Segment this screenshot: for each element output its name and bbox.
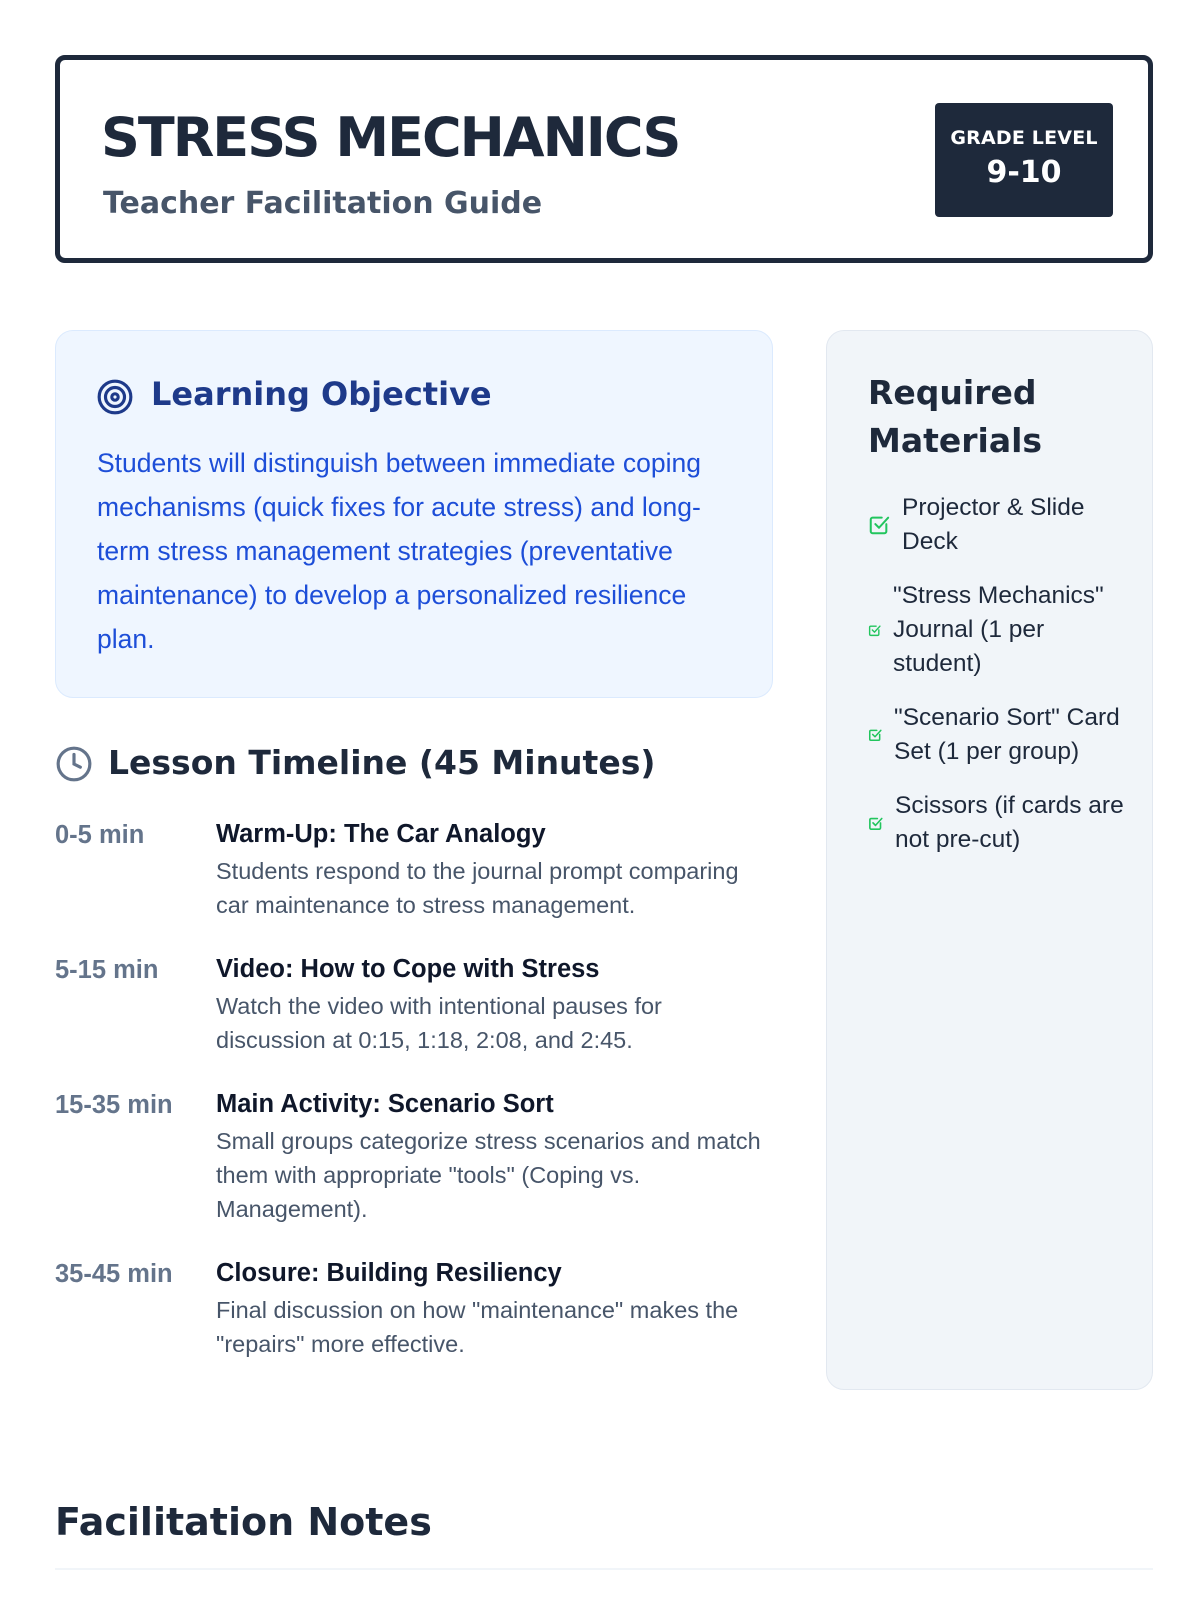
timeline-activity: Warm-Up: The Car Analogy (216, 820, 546, 848)
grade-level-label: GRADE LEVEL (950, 127, 1098, 149)
timeline-description: Watch the video with intentional pauses for discussion at 0:15, 1:18, 2:08, and 2:45. (216, 993, 662, 1053)
material-item-label: "Stress Mechanics" Journal (1 per student) (893, 582, 1104, 677)
timeline-item (55, 1087, 775, 1226)
timeline-item (55, 1256, 775, 1361)
lesson-timeline-heading: Lesson Timeline (45 Minutes) (108, 743, 656, 782)
section-divider (55, 1568, 1153, 1570)
required-materials-card (826, 330, 1153, 1390)
material-item-label: Scissors (if cards are not pre-cut) (895, 792, 1124, 853)
learning-objective-heading: Learning Objective (151, 375, 492, 413)
timeline-time: 0-5 min (55, 821, 145, 849)
lesson-timeline (55, 817, 775, 1391)
page-title: STRESS MECHANICS (101, 106, 680, 169)
checkbox-icon (868, 624, 881, 637)
timeline-description: Final discussion on how "maintenance" makes the "repairs" more effective. (216, 1297, 739, 1357)
timeline-time: 35-45 min (55, 1260, 173, 1288)
required-materials-heading: Required Materials (868, 373, 1043, 460)
timeline-item (55, 952, 775, 1057)
checkbox-icon (868, 816, 883, 831)
materials-list (868, 491, 1126, 877)
timeline-activity: Video: How to Cope with Stress (216, 955, 600, 983)
timeline-description: Students respond to the journal prompt comparing car maintenance to stress management. (216, 858, 739, 918)
checkbox-icon (868, 514, 890, 536)
clock-icon (55, 745, 93, 783)
timeline-item (55, 817, 775, 922)
facilitation-notes-heading: Facilitation Notes (55, 1500, 432, 1544)
checkbox-icon (868, 728, 882, 742)
material-item-label: "Scenario Sort" Card Set (1 per group) (894, 704, 1120, 765)
page-subtitle: Teacher Facilitation Guide (103, 186, 543, 221)
timeline-time: 15-35 min (55, 1091, 173, 1119)
header-card (55, 55, 1153, 263)
learning-objective-text: Students will distinguish between immediate coping mechanisms (quick fixes for acute stress) and long-term stress management strategies (preventative maintenance) to develop a personalized resilience plan. (97, 448, 701, 654)
material-item (868, 701, 1126, 769)
timeline-activity: Main Activity: Scenario Sort (216, 1090, 554, 1118)
grade-level-badge (935, 103, 1113, 217)
learning-objective-card (55, 330, 773, 698)
grade-level-value: 9-10 (986, 155, 1062, 190)
material-item (868, 579, 1126, 681)
target-icon (96, 378, 134, 416)
timeline-activity: Closure: Building Resiliency (216, 1259, 562, 1287)
material-item-label: Projector & Slide Deck (902, 494, 1085, 555)
timeline-description: Small groups categorize stress scenarios and match them with appropriate "tools" (Coping vs. Management). (216, 1128, 761, 1222)
timeline-time: 5-15 min (55, 956, 159, 984)
material-item (868, 491, 1126, 559)
material-item (868, 789, 1126, 857)
